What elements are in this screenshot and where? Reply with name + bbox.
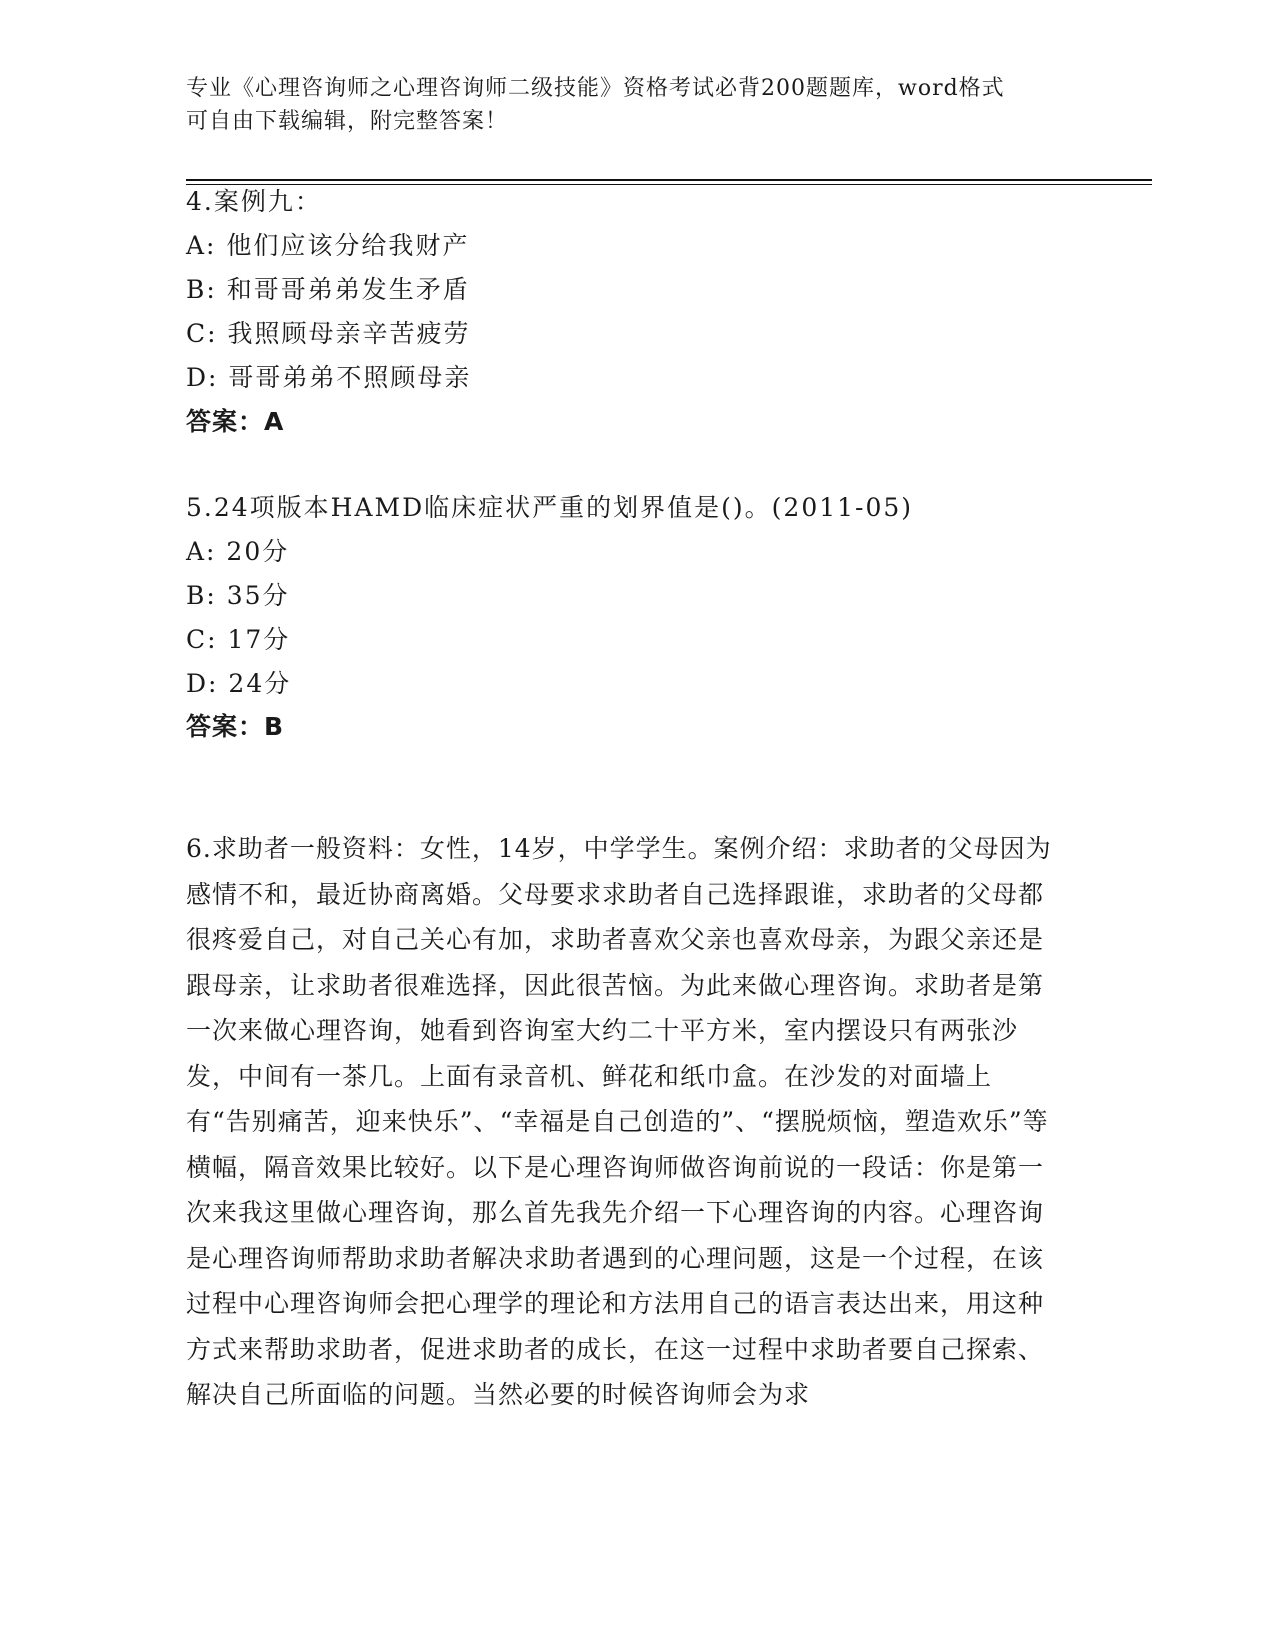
question-5-option-d: D: 24分 bbox=[186, 669, 292, 698]
header-line-1: 专业《心理咨询师之心理咨询师二级技能》资格考试必背200题题库，word格式 bbox=[186, 76, 1005, 101]
question-4-option-b: B: 和哥哥弟弟发生矛盾 bbox=[186, 275, 470, 304]
question-5-option-c: C: 17分 bbox=[186, 625, 291, 654]
question-6-text: 6.求助者一般资料：女性，14岁，中学学生。案例介绍：求助者的父母因为感情不和，最近协商离婚。父母要求求助者自己选择跟谁，求助者的父母都很疼爱自己，对自己关心有加，求助者喜欢父亲也喜欢母亲，为跟父亲还是跟母亲，让求助者很难选择，因此很苦恼。为此来做心理咨询。求助者是第一次来做心理咨询，她看到咨询室大约二十平方米，室内摆设只有两张沙发，中间有一茶几。上面有录音机、鲜花和纸巾盒。在沙发的对面墙上有“告别痛苦，迎来快乐”、“幸福是自己创造的”、“摆脱烦恼，塑造欢乐”等横幅，隔音效果比较好。以下是心理咨询师做咨询前说的一段话：你是第一次来我这里做心理咨询，那么首先我先介绍一下心理咨询的内容。心理咨询是心理咨询师帮助求助者解决求助者遇到的心理问题，这是一个过程，在该过程中心理咨询师会把心理学的理论和方法用自己的语言表达出来，用这种方式来帮助求助者，促进求助者的成长，在这一过程中求助者要自己探索、解决自己所面临的问题。当然必要的时候咨询师会为求 bbox=[186, 834, 1052, 1409]
question-4-answer: 答案：A bbox=[186, 407, 285, 436]
question-4-option-c: C: 我照顾母亲辛苦疲劳 bbox=[186, 319, 471, 348]
question-5-answer: 答案：B bbox=[186, 712, 285, 741]
header-divider-thick bbox=[186, 179, 1152, 181]
question-5-option-a: A: 20分 bbox=[186, 537, 290, 566]
question-4-option-a: A: 他们应该分给我财产 bbox=[186, 231, 470, 260]
document-header bbox=[186, 72, 1066, 138]
header-divider-thin bbox=[186, 184, 1152, 185]
header-line-2: 可自由下载编辑，附完整答案！ bbox=[186, 109, 509, 134]
question-5-title: 5.24项版本HAMD临床症状严重的划界值是()。(2011-05) bbox=[186, 493, 914, 522]
question-4-option-d: D: 哥哥弟弟不照顾母亲 bbox=[186, 363, 472, 392]
question-5-option-b: B: 35分 bbox=[186, 581, 290, 610]
question-4-title: 4.案例九： bbox=[186, 187, 322, 216]
